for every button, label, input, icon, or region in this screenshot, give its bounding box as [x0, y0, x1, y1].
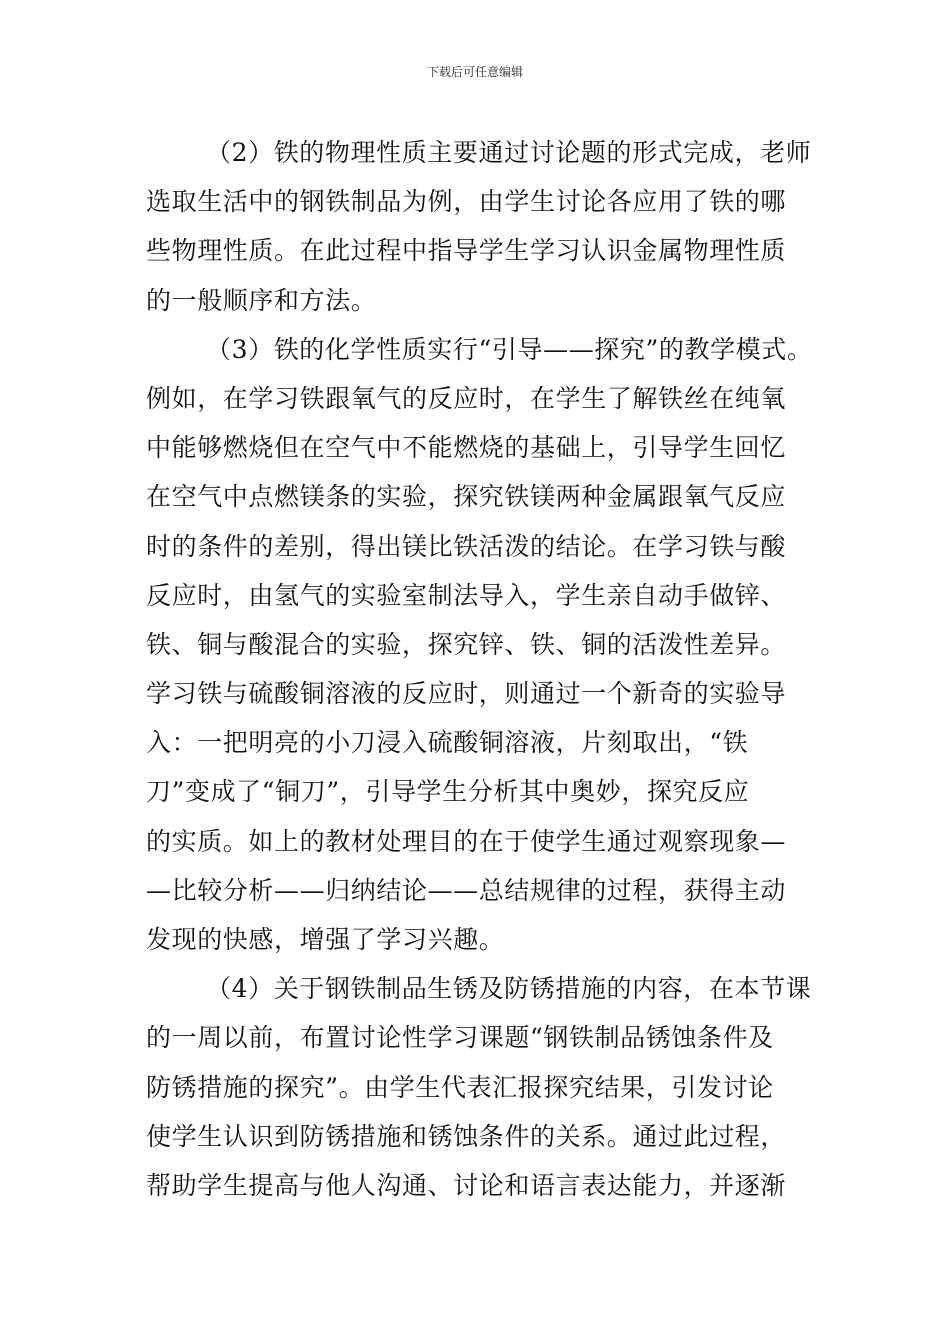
document-body	[146, 128, 822, 1210]
paragraph-line: 中能够燃烧但在空气中不能燃烧的基础上，引导学生回忆	[146, 433, 787, 463]
paragraph-line: —比较分析——归纳结论——总结规律的过程，获得主动	[146, 875, 787, 905]
paragraph-line: 选取生活中的钢铁制品为例，由学生讨论各应用了铁的哪	[146, 187, 787, 217]
paragraph-item-2	[146, 128, 822, 325]
paragraph-line: 例如，在学习铁跟氧气的反应时，在学生了解铁丝在纯氧	[146, 383, 787, 413]
paragraph-line: 入：一把明亮的小刀浸入硫酸铜溶液，片刻取出，“铁	[146, 728, 749, 758]
paragraph-line: （4）关于钢铁制品生锈及防锈措施的内容，在本节课	[206, 974, 812, 1004]
paragraph-line: 时的条件的差别，得出镁比铁活泼的结论。在学习铁与酸	[146, 531, 787, 561]
paragraph-line: 刀”变成了“铜刀”，引导学生分析其中奥妙，探究反应	[146, 777, 750, 807]
paragraph-line: 在空气中点燃镁条的实验，探究铁镁两种金属跟氧气反应	[146, 482, 787, 512]
paragraph-line: 的一周以前，布置讨论性学习课题“钢铁制品锈蚀条件及	[146, 1023, 774, 1053]
paragraph-line: 反应时，由氢气的实验室制法导入，学生亲自动手做锌、	[146, 580, 787, 610]
page-header: 下载后可任意编辑	[426, 65, 523, 79]
paragraph-line: （3）铁的化学性质实行“引导——探究”的教学模式。	[206, 334, 813, 364]
paragraph-line: 的一般顺序和方法。	[146, 285, 377, 315]
paragraph-item-3	[146, 325, 822, 964]
paragraph-line: 使学生认识到防锈措施和锈蚀条件的关系。通过此过程，	[146, 1121, 787, 1151]
paragraph-line: 发现的快感，增强了学习兴趣。	[146, 925, 505, 954]
paragraph-item-4	[146, 964, 822, 1210]
paragraph-line: 的实质。如上的教材处理目的在于使学生通过观察现象—	[146, 826, 787, 856]
paragraph-line: 帮助学生提高与他人沟通、讨论和语言表达能力，并逐渐	[146, 1170, 787, 1200]
paragraph-line: 些物理性质。在此过程中指导学生学习认识金属物理性质	[146, 236, 787, 266]
paragraph-line: 防锈措施的探究”。由学生代表汇报探究结果，引发讨论	[146, 1072, 774, 1102]
paragraph-line: 学习铁与硫酸铜溶液的反应时，则通过一个新奇的实验导	[146, 679, 787, 709]
paragraph-line: （2）铁的物理性质主要通过讨论题的形式完成，老师	[206, 138, 812, 167]
paragraph-line: 铁、铜与酸混合的实验，探究锌、铁、铜的活泼性差异。	[146, 629, 787, 659]
